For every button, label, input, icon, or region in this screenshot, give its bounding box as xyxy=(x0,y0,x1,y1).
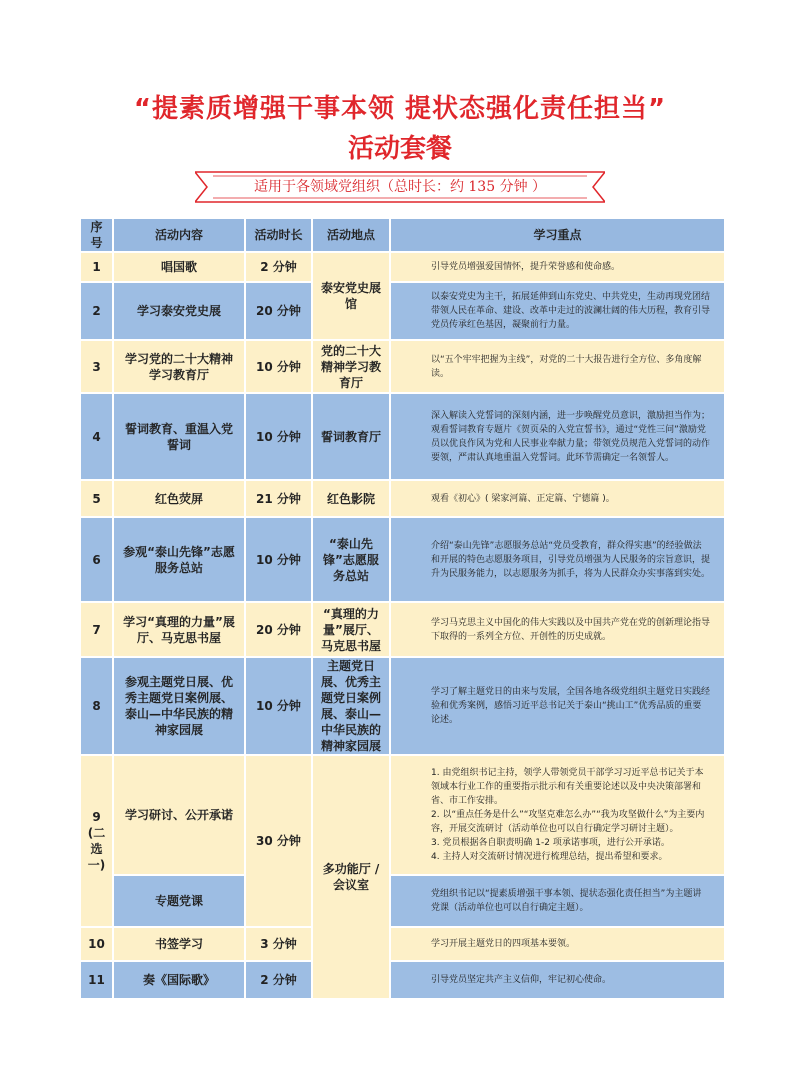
scope-label: 适用于各领域党组织（总时长：约 135 分钟 ） xyxy=(253,179,547,195)
row-no: 7 xyxy=(80,602,113,657)
header-location: 活动地点 xyxy=(312,218,390,252)
row-key-point xyxy=(390,755,725,875)
row-content: 誓词教育、重温入党誓词 xyxy=(113,393,245,480)
row-content: 学习泰安党史展 xyxy=(113,282,245,340)
row-no: 3 xyxy=(80,340,113,393)
row-key-point: 深入解读入党誓词的深刻内涵，进一步唤醒党员意识，激励担当作为；观看誓词教育专题片《贺页朵的入党宣誓书》，通过“党性三问”激励党员以优良作风为党和人民事业奉献力量；带领党员规范入党誓词的动作要领，严肃认真地重温入党誓词。此环节需确定一名领誓人。 xyxy=(390,393,725,480)
table-row xyxy=(80,657,725,755)
row-content: 学习党的二十大精神学习教育厅 xyxy=(113,340,245,393)
row-key-point: 学习开展主题党日的四项基本要领。 xyxy=(390,927,725,961)
row-duration: 10 分钟 xyxy=(245,340,312,393)
row-duration: 2 分钟 xyxy=(245,961,312,999)
row-duration: 2 分钟 xyxy=(245,252,312,282)
table-header-row xyxy=(80,218,725,252)
row-key-point: 以“五个牢牢把握为主线”，对党的二十大报告进行全方位、多角度解读。 xyxy=(390,340,725,393)
row-location: “真理的力量”展厅、马克思书屋 xyxy=(312,602,390,657)
row-no: 5 xyxy=(80,480,113,517)
row-location: “泰山先锋”志愿服务总站 xyxy=(312,517,390,602)
row-duration: 10 分钟 xyxy=(245,393,312,480)
key-line: 4. 主持人对交流研讨情况进行梳理总结，提出希望和要求。 xyxy=(431,852,668,862)
row-content: 参观主题党日展、优秀主题党日案例展、泰山—中华民族的精神家园展 xyxy=(113,657,245,755)
row-location: 红色影院 xyxy=(312,480,390,517)
row-duration: 20 分钟 xyxy=(245,282,312,340)
row-duration: 10 分钟 xyxy=(245,657,312,755)
key-line: 2. 以“重点任务是什么”“攻坚克难怎么办”“我为攻坚做什么”为主要内容，开展交流研讨（活动单位也可以自行确定学习研讨主题）。 xyxy=(431,810,705,834)
row-content: 专题党课 xyxy=(113,875,245,927)
row-no: 2 xyxy=(80,282,113,340)
table-row xyxy=(80,602,725,657)
row-content: 参观“泰山先锋”志愿服务总站 xyxy=(113,517,245,602)
row-no: 10 xyxy=(80,927,113,961)
row-content: 奏《国际歌》 xyxy=(113,961,245,999)
row-duration: 3 分钟 xyxy=(245,927,312,961)
table-row xyxy=(80,340,725,393)
row-key-point: 以泰安党史为主干，拓展延伸到山东党史、中共党史，生动再现党团结带领人民在革命、建设、改革中走过的波澜壮阔的伟大历程，教育引导党员传承红色基因，凝聚前行力量。 xyxy=(390,282,725,340)
row-key-point: 引导党员坚定共产主义信仰，牢记初心使命。 xyxy=(390,961,725,999)
table-row xyxy=(80,755,725,875)
row-no: 8 xyxy=(80,657,113,755)
header-key: 学习重点 xyxy=(390,218,725,252)
row-content: 书签学习 xyxy=(113,927,245,961)
table-row xyxy=(80,927,725,961)
row-location: 泰安党史展馆 xyxy=(312,252,390,340)
row-key-point: 学习马克思主义中国化的伟大实践以及中国共产党在党的创新理论指导下取得的一系列全方位、开创性的历史成就。 xyxy=(390,602,725,657)
table-row xyxy=(80,517,725,602)
key-line: 1. 由党组织书记主持，领学人带领党员干部学习习近平总书记关于本领域本行业工作的重要指示批示和有关重要论述以及中央决策部署和省、市工作安排。 xyxy=(431,768,704,806)
table-row xyxy=(80,961,725,999)
row-duration: 30 分钟 xyxy=(245,755,312,927)
row-duration: 21 分钟 xyxy=(245,480,312,517)
row-content: 学习“真理的力量”展厅、马克思书屋 xyxy=(113,602,245,657)
key-line: 3. 党员根据各自职责明确 1-2 项承诺事项，进行公开承诺。 xyxy=(431,838,670,848)
row-location: 党的二十大精神学习教育厅 xyxy=(312,340,390,393)
row-key-point: 观看《初心》( 梁家河篇、正定篇、宁德篇 )。 xyxy=(390,480,725,517)
row-location: 多功能厅 / 会议室 xyxy=(312,755,390,999)
row-content: 红色荧屏 xyxy=(113,480,245,517)
header-no: 序号 xyxy=(80,218,113,252)
row-key-point: 引导党员增强爱国情怀，提升荣誉感和使命感。 xyxy=(390,252,725,282)
table-row xyxy=(80,282,725,340)
row-no: 11 xyxy=(80,961,113,999)
header-content: 活动内容 xyxy=(113,218,245,252)
page-subtitle-title: 活动套餐 xyxy=(347,134,452,164)
table-row xyxy=(80,875,725,927)
row-key-point: 学习了解主题党日的由来与发展，全国各地各级党组织主题党日实践经验和优秀案例，感悟习近平总书记关于泰山“挑山工”优秀品质的重要论述。 xyxy=(390,657,725,755)
activity-table xyxy=(79,217,726,1000)
row-no: 9 (二 选 一) xyxy=(80,755,113,927)
row-duration: 10 分钟 xyxy=(245,517,312,602)
row-content: 唱国歌 xyxy=(113,252,245,282)
row-key-point: 党组织书记以“提素质增强干事本领、提状态强化责任担当”为主题讲党课（活动单位也可以自行确定主题）。 xyxy=(390,875,725,927)
row-no: 4 xyxy=(80,393,113,480)
page-title: “提素质增强干事本领 提状态强化责任担当” xyxy=(133,94,667,124)
row-content: 学习研讨、公开承诺 xyxy=(113,755,245,875)
table-row xyxy=(80,393,725,480)
table-row xyxy=(80,252,725,282)
row-location: 主题党日展、优秀主题党日案例展、泰山—中华民族的精神家园展 xyxy=(312,657,390,755)
row-duration: 20 分钟 xyxy=(245,602,312,657)
row-no: 1 xyxy=(80,252,113,282)
table-row xyxy=(80,480,725,517)
row-location: 誓词教育厅 xyxy=(312,393,390,480)
row-no: 6 xyxy=(80,517,113,602)
row-key-point: 介绍“泰山先锋”志愿服务总站“党员受教育，群众得实惠”的经验做法和开展的特色志愿服务项目，引导党员增强为人民服务的宗旨意识，提升为民服务能力，以志愿服务为抓手，将为人民群众办实事落到实处。 xyxy=(390,517,725,602)
header-duration: 活动时长 xyxy=(245,218,312,252)
